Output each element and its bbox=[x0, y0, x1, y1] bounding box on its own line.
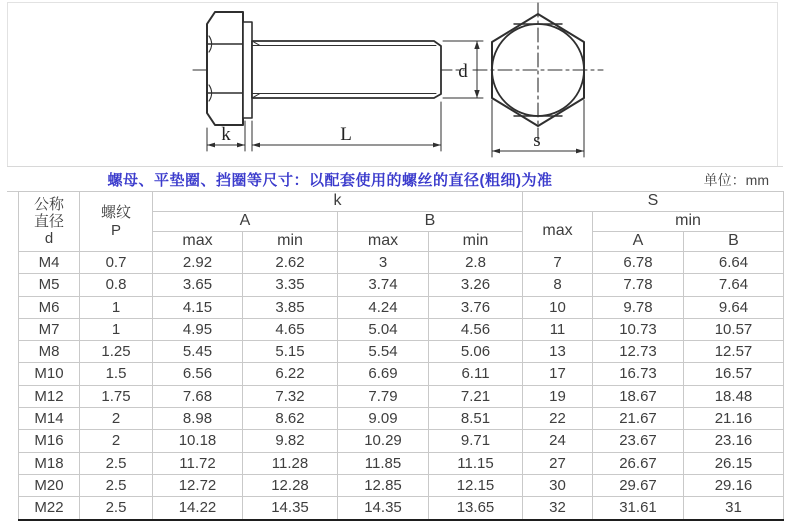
s-dimension-label: s bbox=[533, 130, 541, 151]
cell-s-max: 30 bbox=[523, 474, 593, 496]
cell-p: 2.5 bbox=[80, 452, 153, 474]
cell-k-b-max: 4.24 bbox=[338, 296, 429, 318]
header-k-a-max: max bbox=[153, 232, 243, 252]
header-thread-pitch bbox=[80, 192, 153, 252]
table-row bbox=[19, 274, 784, 296]
cell-k-b-max: 3.74 bbox=[338, 274, 429, 296]
cell-s-min-b: 31 bbox=[684, 497, 784, 520]
spec-table bbox=[18, 191, 784, 521]
cell-s-max: 24 bbox=[523, 430, 593, 452]
cell-s-max: 19 bbox=[523, 385, 593, 407]
cell-k-b-max: 7.79 bbox=[338, 385, 429, 407]
cell-p: 1 bbox=[80, 318, 153, 340]
cell-s-max: 13 bbox=[523, 341, 593, 363]
hex-head-profile bbox=[207, 12, 243, 125]
cell-s-max: 8 bbox=[523, 274, 593, 296]
cell-s-min-a: 21.67 bbox=[593, 408, 684, 430]
cell-s-min-a: 9.78 bbox=[593, 296, 684, 318]
header-s-max: max bbox=[523, 212, 593, 252]
cell-k-b-min: 7.21 bbox=[429, 385, 523, 407]
k-arrow-right bbox=[237, 143, 245, 148]
cell-k-b-max: 10.29 bbox=[338, 430, 429, 452]
cell-d: M4 bbox=[19, 252, 80, 274]
cell-p: 1.75 bbox=[80, 385, 153, 407]
note-bar bbox=[7, 166, 783, 192]
cell-k-a-min: 8.62 bbox=[243, 408, 338, 430]
cell-s-min-b: 6.64 bbox=[684, 252, 784, 274]
table-row bbox=[19, 474, 784, 496]
cell-k-b-max: 14.35 bbox=[338, 497, 429, 520]
cell-k-b-max: 12.85 bbox=[338, 474, 429, 496]
cell-k-b-max: 9.09 bbox=[338, 408, 429, 430]
cell-p: 1.25 bbox=[80, 341, 153, 363]
cell-k-a-max: 14.22 bbox=[153, 497, 243, 520]
cell-k-b-min: 8.51 bbox=[429, 408, 523, 430]
header-k-b: B bbox=[338, 212, 523, 232]
cell-s-min-b: 29.16 bbox=[684, 474, 784, 496]
d-dimension-label: d bbox=[458, 61, 468, 82]
shaft-outline bbox=[252, 41, 441, 98]
table-row bbox=[19, 318, 784, 340]
cell-d: M18 bbox=[19, 452, 80, 474]
cell-k-a-max: 4.95 bbox=[153, 318, 243, 340]
cell-k-a-max: 6.56 bbox=[153, 363, 243, 385]
table-row bbox=[19, 363, 784, 385]
header-thread-pitch-text: 螺纹 bbox=[100, 204, 131, 222]
cell-k-a-max: 10.18 bbox=[153, 430, 243, 452]
cell-k-a-max: 4.15 bbox=[153, 296, 243, 318]
cell-s-min-a: 16.73 bbox=[593, 363, 684, 385]
cell-k-b-min: 3.76 bbox=[429, 296, 523, 318]
cell-k-b-min: 12.15 bbox=[429, 474, 523, 496]
cell-k-a-min: 3.85 bbox=[243, 296, 338, 318]
cell-s-min-a: 6.78 bbox=[593, 252, 684, 274]
bolt-side-view bbox=[193, 12, 483, 151]
cell-s-max: 7 bbox=[523, 252, 593, 274]
cell-k-a-min: 14.35 bbox=[243, 497, 338, 520]
cell-s-max: 27 bbox=[523, 452, 593, 474]
table-row bbox=[19, 385, 784, 407]
cell-k-a-min: 4.65 bbox=[243, 318, 338, 340]
header-s-min-b: B bbox=[684, 232, 784, 252]
table-row bbox=[19, 430, 784, 452]
cell-p: 2.5 bbox=[80, 474, 153, 496]
cell-d: M20 bbox=[19, 474, 80, 496]
header-group-k: k bbox=[153, 192, 523, 212]
cell-d: M12 bbox=[19, 385, 80, 407]
cell-k-b-max: 5.54 bbox=[338, 341, 429, 363]
d-arrow-up bbox=[474, 41, 479, 49]
l-arrow-right bbox=[433, 143, 441, 148]
cell-k-b-min: 9.71 bbox=[429, 430, 523, 452]
cell-k-b-max: 3 bbox=[338, 252, 429, 274]
cell-d: M14 bbox=[19, 408, 80, 430]
cell-d: M8 bbox=[19, 341, 80, 363]
cell-s-min-b: 16.57 bbox=[684, 363, 784, 385]
k-dimension-label: k bbox=[221, 124, 231, 145]
cell-k-a-max: 3.65 bbox=[153, 274, 243, 296]
d-arrow-down bbox=[474, 90, 479, 98]
cell-s-min-a: 12.73 bbox=[593, 341, 684, 363]
s-arrow-right bbox=[576, 149, 584, 154]
cell-d: M5 bbox=[19, 274, 80, 296]
cell-s-min-b: 26.15 bbox=[684, 452, 784, 474]
cell-k-a-max: 12.72 bbox=[153, 474, 243, 496]
cell-s-min-a: 29.67 bbox=[593, 474, 684, 496]
cell-k-b-min: 5.06 bbox=[429, 341, 523, 363]
cell-k-a-min: 11.28 bbox=[243, 452, 338, 474]
table-row bbox=[19, 341, 784, 363]
cell-p: 2.5 bbox=[80, 497, 153, 520]
header-thread-pitch-symbol: P bbox=[110, 221, 121, 239]
cell-d: M22 bbox=[19, 497, 80, 520]
header-k-a: A bbox=[153, 212, 338, 232]
bolt-end-view bbox=[473, 3, 603, 157]
cell-s-max: 11 bbox=[523, 318, 593, 340]
note-title: 螺母、平垫圈、挡圈等尺寸：以配套使用的螺丝的直径(粗细)为准 bbox=[107, 172, 553, 189]
header-s-min-a: A bbox=[593, 232, 684, 252]
unit-label: 单位：mm bbox=[703, 172, 769, 188]
header-group-s: S bbox=[523, 192, 784, 212]
cell-s-min-a: 26.67 bbox=[593, 452, 684, 474]
cell-k-a-min: 2.62 bbox=[243, 252, 338, 274]
header-s-min: min bbox=[593, 212, 784, 232]
cell-p: 2 bbox=[80, 408, 153, 430]
cell-k-b-min: 3.26 bbox=[429, 274, 523, 296]
table-row bbox=[19, 497, 784, 520]
cell-s-min-a: 7.78 bbox=[593, 274, 684, 296]
header-nominal-diameter-text: 公称直径 bbox=[33, 195, 64, 230]
cell-k-a-min: 6.22 bbox=[243, 363, 338, 385]
table-row bbox=[19, 452, 784, 474]
cell-s-min-b: 18.48 bbox=[684, 385, 784, 407]
washer-face bbox=[243, 22, 252, 118]
cell-k-b-min: 13.65 bbox=[429, 497, 523, 520]
l-dimension-label: L bbox=[340, 124, 352, 145]
cell-s-max: 10 bbox=[523, 296, 593, 318]
header-nominal-diameter-symbol: d bbox=[44, 230, 54, 248]
cell-k-a-max: 5.45 bbox=[153, 341, 243, 363]
cell-k-b-min: 2.8 bbox=[429, 252, 523, 274]
cell-k-b-min: 6.11 bbox=[429, 363, 523, 385]
cell-k-a-max: 2.92 bbox=[153, 252, 243, 274]
cell-p: 2 bbox=[80, 430, 153, 452]
spec-table-body bbox=[19, 252, 784, 520]
cell-s-max: 32 bbox=[523, 497, 593, 520]
cell-s-min-a: 10.73 bbox=[593, 318, 684, 340]
cell-k-a-max: 7.68 bbox=[153, 385, 243, 407]
cell-d: M10 bbox=[19, 363, 80, 385]
cell-k-a-max: 8.98 bbox=[153, 408, 243, 430]
table-row bbox=[19, 252, 784, 274]
cell-s-max: 17 bbox=[523, 363, 593, 385]
cell-k-a-min: 7.32 bbox=[243, 385, 338, 407]
cell-s-min-b: 21.16 bbox=[684, 408, 784, 430]
cell-s-max: 22 bbox=[523, 408, 593, 430]
cell-k-a-min: 5.15 bbox=[243, 341, 338, 363]
cell-d: M7 bbox=[19, 318, 80, 340]
cell-k-b-min: 11.15 bbox=[429, 452, 523, 474]
cell-k-b-max: 5.04 bbox=[338, 318, 429, 340]
cell-d: M6 bbox=[19, 296, 80, 318]
cell-k-b-max: 6.69 bbox=[338, 363, 429, 385]
cell-s-min-a: 23.67 bbox=[593, 430, 684, 452]
header-k-b-min: min bbox=[429, 232, 523, 252]
table-row bbox=[19, 296, 784, 318]
l-arrow-left bbox=[252, 143, 260, 148]
cell-k-b-max: 11.85 bbox=[338, 452, 429, 474]
cell-s-min-a: 31.61 bbox=[593, 497, 684, 520]
header-k-b-max: max bbox=[338, 232, 429, 252]
cell-s-min-b: 23.16 bbox=[684, 430, 784, 452]
cell-d: M16 bbox=[19, 430, 80, 452]
table-row bbox=[19, 408, 784, 430]
cell-s-min-b: 7.64 bbox=[684, 274, 784, 296]
cell-s-min-b: 10.57 bbox=[684, 318, 784, 340]
bolt-technical-drawing bbox=[0, 0, 790, 166]
cell-k-a-min: 3.35 bbox=[243, 274, 338, 296]
cell-s-min-b: 9.64 bbox=[684, 296, 784, 318]
k-arrow-left bbox=[207, 143, 215, 148]
cell-k-a-max: 11.72 bbox=[153, 452, 243, 474]
cell-s-min-a: 18.67 bbox=[593, 385, 684, 407]
s-arrow-left bbox=[492, 149, 500, 154]
header-k-a-min: min bbox=[243, 232, 338, 252]
cell-p: 0.8 bbox=[80, 274, 153, 296]
cell-p: 1.5 bbox=[80, 363, 153, 385]
header-nominal-diameter bbox=[19, 192, 80, 252]
cell-k-b-min: 4.56 bbox=[429, 318, 523, 340]
cell-k-a-min: 12.28 bbox=[243, 474, 338, 496]
cell-p: 1 bbox=[80, 296, 153, 318]
cell-p: 0.7 bbox=[80, 252, 153, 274]
cell-k-a-min: 9.82 bbox=[243, 430, 338, 452]
cell-s-min-b: 12.57 bbox=[684, 341, 784, 363]
